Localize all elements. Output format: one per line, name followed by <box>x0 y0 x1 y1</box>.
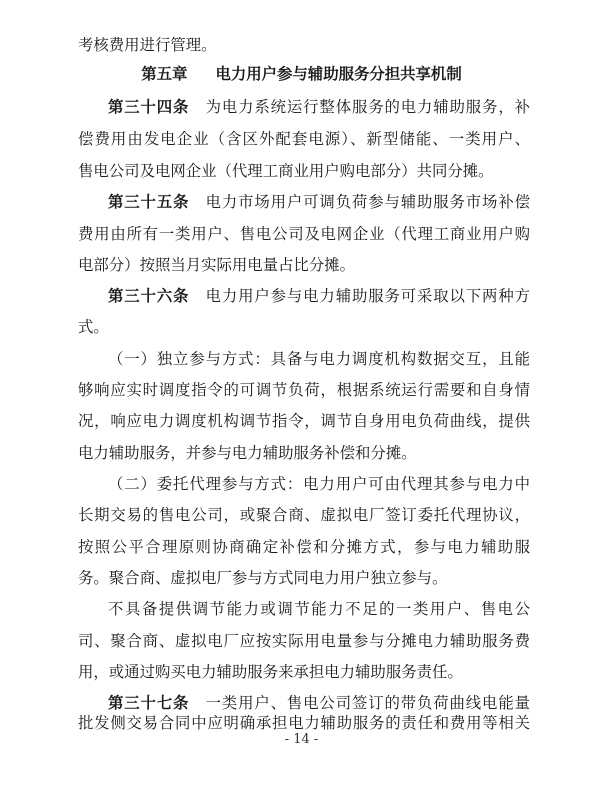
article-37-number: 第三十七条 <box>108 694 190 712</box>
paragraph-3-line-3: 用，或通过购买电力辅助服务来承担电力辅助服务责任。 <box>78 663 463 681</box>
article-34-line-2: 偿费用由发电企业（含区外配套电源）、新型储能、一类用户、 <box>78 130 530 148</box>
article-36-line-1: 第三十六条 电力用户参与电力辅助服务可采取以下两种方 <box>108 287 530 305</box>
item-1-line-4: 电力辅助服务，并参与电力辅助服务补偿和分摊。 <box>78 444 417 462</box>
paragraph-3-line-2: 司、聚合商、虚拟电厂应按实际用电量参与分摊电力辅助服务费 <box>78 632 530 650</box>
item-2-line-2: 长期交易的售电公司，或聚合商、虚拟电厂签订委托代理协议， <box>78 506 530 524</box>
chapter-number: 第五章 <box>141 65 188 83</box>
chapter-title: 电力用户参与辅助服务分担共享机制 <box>215 65 462 83</box>
paragraph-3-line-1: 不具备提供调节能力或调节能力不足的一类用户、售电公 <box>108 600 530 618</box>
continuation-text: 考核费用进行管理。 <box>78 36 217 54</box>
article-35-number: 第三十五条 <box>108 193 190 211</box>
item-2-line-1: （二）委托代理参与方式：电力用户可由代理其参与电力中 <box>108 475 530 493</box>
article-37-line-1: 第三十七条 一类用户、售电公司签订的带负荷曲线电能量 <box>108 694 530 712</box>
item-1-line-1: （一）独立参与方式：具备与电力调度机构数据交互，且能 <box>108 350 530 368</box>
article-36-line-2: 式。 <box>78 318 109 336</box>
chapter-heading <box>0 63 603 85</box>
article-35-line-2: 费用由所有一类用户、售电公司及电网企业（代理工商业用户购 <box>78 225 530 243</box>
item-1-line-3: 况，响应电力调度机构调节指令，调节自身用电负荷曲线，提供 <box>78 412 530 430</box>
item-2-line-3: 按照公平合理原则协商确定补偿和分摊方式，参与电力辅助服 <box>78 538 530 556</box>
article-34-number: 第三十四条 <box>108 98 190 116</box>
article-36-number: 第三十六条 <box>108 287 190 305</box>
article-35-line-3: 电部分）按照当月实际用电量占比分摊。 <box>78 256 356 274</box>
page-number: - 14 - <box>284 732 319 747</box>
item-2-line-4: 务。聚合商、虚拟电厂参与方式同电力用户独立参与。 <box>78 569 448 587</box>
item-1-line-2: 够响应实时调度指令的可调节负荷，根据系统运行需要和自身情 <box>78 381 530 399</box>
article-34-line-3: 售电公司及电网企业（代理工商业用户购电部分）共同分摊。 <box>78 162 494 180</box>
article-34-line-1: 第三十四条 为电力系统运行整体服务的电力辅助服务，补 <box>108 98 530 116</box>
article-37-line-2: 批发侧交易合同中应明确承担电力辅助服务的责任和费用等相关 <box>78 714 530 732</box>
article-35-line-1: 第三十五条 电力市场用户可调负荷参与辅助服务市场补偿 <box>108 193 530 211</box>
